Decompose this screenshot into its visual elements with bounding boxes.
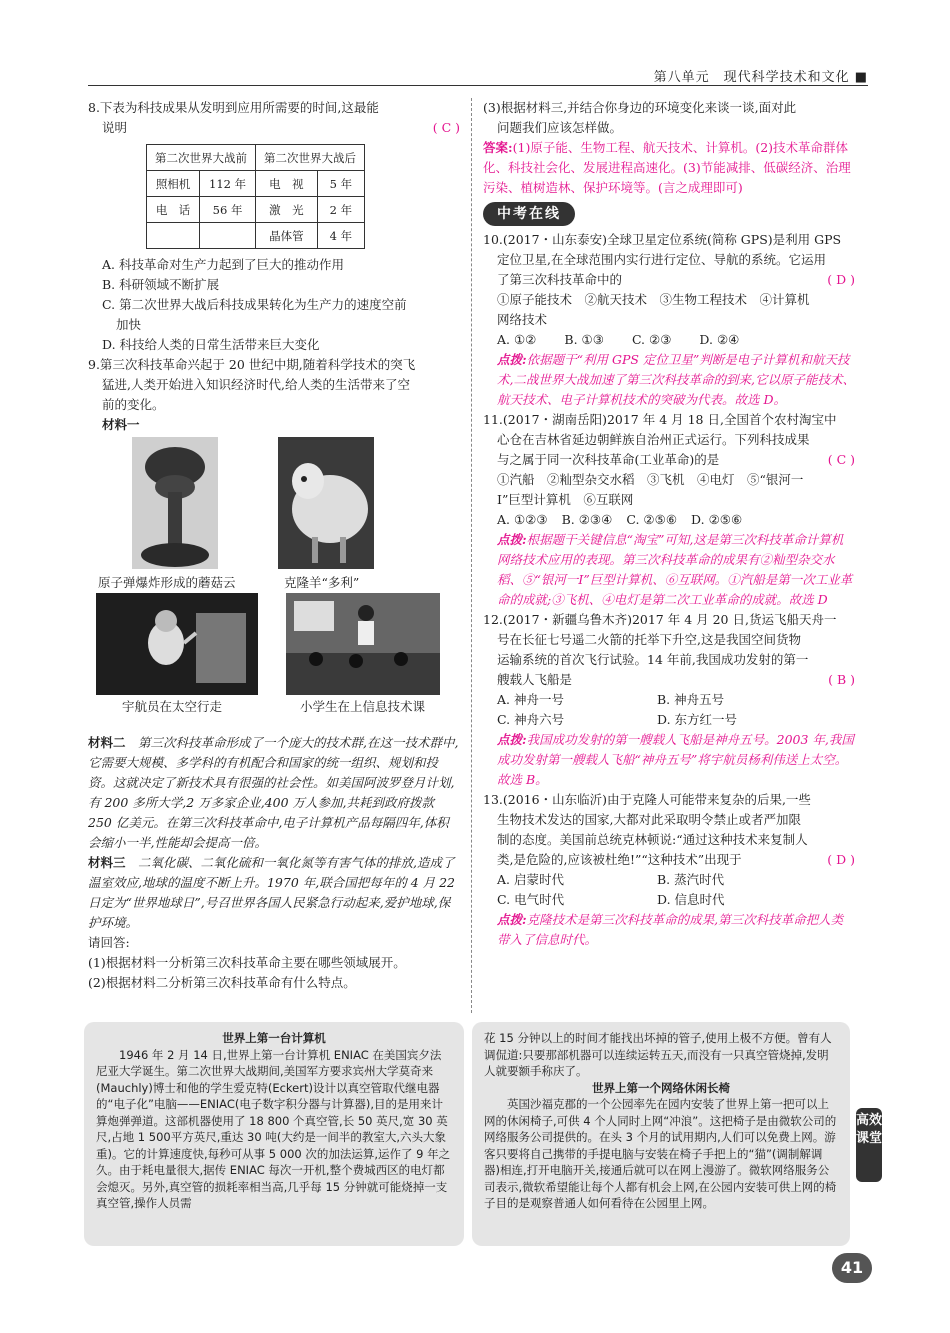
- page-number: 41: [832, 1253, 872, 1283]
- box-text: 英国沙福克郡的一个公园率先在园内安装了世界上第一把可以上网的休闲椅子,可供 4 个人同时上网“冲浪”。这把椅子是由微软公司的网络服务公司提供的。在头 3 个月的试用期内,人们可以免费上网。游客只要将自己携带的手提电脑与安装在椅子手把上的“猫”(调制解调器)相连,打开电脑开关,接通后就可以在网上漫游了。微软网络服务公司表示,微软希望能让每个人都有机会上网,在公园内安装可供上网的椅子目的是观察普通人如何看待在公园里上网。: [484, 1097, 837, 1210]
- classroom-image: [286, 593, 440, 695]
- q13-stem-3: 制的态度。美国前总统克林顿说:“通过这种技术来复制人: [497, 832, 808, 847]
- q8-option-c: C. 第二次世界大战后科技成果转化为生产力的速度空前: [102, 297, 407, 312]
- q10-items: ①原子能技术 ②航天技术 ③生物工程技术 ④计算机: [497, 292, 810, 307]
- q8-answer: ( C ): [432, 120, 460, 135]
- material-3: 材料三 二氧化碳、二氧化硫和一氧化氮等有害气体的排放,造成了温室效应,地球的温度不断上升。1970 年,联合国把每年的 4 月 22 日定为“世界地球日”,号召世界各国人民紧急行动起来,爱护地球,保护环境。: [88, 855, 456, 930]
- reading-box-bench: [472, 1022, 850, 1246]
- q13-answer: ( D ): [827, 852, 855, 867]
- q8-option-c-cont: 加快: [116, 317, 142, 332]
- q11-answer: ( C ): [827, 452, 855, 467]
- caption-astronaut: 宇航员在太空行走: [122, 699, 223, 714]
- q12-stem-4: 艘载人飞船是 ( B ): [483, 670, 855, 690]
- q8-option-b: B. 科研领域不断扩展: [102, 277, 220, 292]
- header-title: 第八单元 现代科学技术和文化 ■: [653, 70, 868, 85]
- q12-answer: ( B ): [828, 672, 855, 687]
- q10-stem-3: 了第三次科技革命中的 ( D ): [483, 270, 855, 290]
- left-column: [88, 98, 460, 993]
- q10-options: A. ①② B. ①③ C. ②③ D. ②④: [497, 332, 740, 347]
- q8-stem: 8.下表为科技成果从发明到应用所需要的时间,这最能: [88, 100, 379, 115]
- box-text: 花 15 分钟以上的时间才能找出坏掉的管子,使用上极不方便。曾有人调侃道:只要那部机器可以连续运转五天,而没有一只真空管烧掉,发明人就要额手称庆了。: [484, 1031, 832, 1078]
- q12-tip: 点拨:我国成功发射的第一艘载人飞船是神舟五号。2003 年,我国成功发射第一艘载人飞船“神舟五号”将宇航员杨利伟送上太空。故选 B。: [497, 732, 854, 787]
- q13-options-1: A. 启蒙时代 B. 蒸汽时代: [497, 872, 725, 887]
- q11-items: ①汽船 ②籼型杂交水稻 ③飞机 ④电灯 ⑤“银河一: [497, 472, 804, 487]
- q11-items-2: Ⅰ”巨型计算机 ⑥互联网: [497, 492, 634, 507]
- mushroom-cloud-image: [132, 437, 218, 569]
- q9-stem-3: 前的变化。: [102, 397, 165, 412]
- q12-options-2: C. 神舟六号 D. 东方红一号: [497, 712, 738, 727]
- q12-stem-3: 运输系统的首次飞行试验。14 年前,我国成功发射的第一: [497, 652, 809, 667]
- side-tab: 高效课堂: [856, 1108, 882, 1182]
- table-row: 晶体管 4 年: [147, 223, 365, 249]
- q9-ask: 请回答:: [88, 935, 130, 950]
- q11-options: A. ①②③ B. ②③④ C. ②⑤⑥ D. ②⑤⑥: [497, 512, 743, 527]
- q12-stem-2: 号在长征七号遥二火箭的托举下升空,这是我国空间货物: [497, 632, 801, 647]
- q13-stem: 13.(2016・山东临沂)由于克隆人可能带来复杂的后果,一些: [483, 792, 811, 807]
- page-header: [88, 60, 868, 86]
- box-title: 世界上第一个网络休闲长椅: [592, 1080, 730, 1095]
- astronaut-image: [96, 593, 258, 695]
- q9-stem-2: 猛进,人类开始进入知识经济时代,给人类的生活带来了空: [102, 377, 410, 392]
- right-column: [483, 98, 855, 950]
- dolly-sheep-image: [278, 437, 374, 569]
- caption-sheep: 克隆羊“多利”: [284, 575, 360, 590]
- material-1-images: [88, 435, 460, 725]
- q10-items-2: 网络技术: [497, 312, 548, 327]
- q13-stem-2: 生物技术发达的国家,大都对此采取明令禁止或者严加限: [497, 812, 801, 827]
- q11-stem-3: 与之属于同一次科技革命(工业革命)的是 ( C ): [483, 450, 855, 470]
- q9-answer: 答案:(1)原子能、生物工程、航天技术、计算机。(2)技术革命群体化、科技社会化、发展进程高速化。(3)节能减排、低碳经济、治理污染、植树造林、保护环境等。(言之成理即可): [483, 140, 851, 195]
- q13-stem-4: 类,是危险的,应该被杜绝!”“这种技术”出现于 ( D ): [483, 850, 855, 870]
- table-header: 第二次世界大战后: [256, 145, 365, 171]
- q9-sub3-cont: 问题我们应该怎样做。: [497, 120, 623, 135]
- column-divider: [471, 98, 472, 1013]
- q9-sub1: (1)根据材料一分析第三次科技革命主要在哪些领域展开。: [88, 955, 406, 970]
- q10-answer: ( D ): [827, 272, 855, 287]
- q10-stem-2: 定位卫星,在全球范围内实行进行定位、导航的系统。它运用: [497, 252, 826, 267]
- q11-stem-2: 心仓在吉林省延边朝鲜族自治州正式运行。下列科技成果: [497, 432, 810, 447]
- q13-tip: 点拨:克隆技术是第三次科技革命的成果,第三次科技革命把人类带入了信息时代。: [497, 912, 844, 947]
- q9-sub2: (2)根据材料二分析第三次科技革命有什么特点。: [88, 975, 356, 990]
- material-1-label: 材料一: [102, 417, 140, 432]
- q10-tip: 点拨:依据题干“利用 GPS 定位卫星”判断是电子计算机和航天技术,二战世界大战加速了第三次科技革命的到来,它以原子能技术、航天技术、电子计算机技术的突破为代表。故选 D。: [497, 352, 855, 407]
- caption-mushroom: 原子弹爆炸形成的蘑菇云: [98, 575, 236, 590]
- table-header: 第二次世界大战前: [147, 145, 256, 171]
- table-row: 电 话 56 年 激 光 2 年: [147, 197, 365, 223]
- material-2: 材料二 第三次科技革命形成了一个庞大的技术群,在这一技术群中,它需要大规模、多学科的有机配合和国家的统一组织、规划和投资。这就决定了新技术具有很强的社会性。如美国阿波罗登月计划,有 200 多所大学,2 万多家企业,400 万人参加,共耗到政府拨款 250 亿美元。在第三次科技革命中,电子计算机产品每隔四年,体积会缩小一半,性能却会提高一倍。: [88, 735, 459, 850]
- q12-options-1: A. 神舟一号 B. 神舟五号: [497, 692, 725, 707]
- box-title: 世界上第一台计算机: [222, 1031, 326, 1045]
- zhongkao-badge: 中考在线: [483, 202, 575, 226]
- q11-tip: 点拨:根据题干关键信息“淘宝”可知,这是第三次科技革命计算机网络技术应用的表现。第三次科技革命的成果有②籼型杂交水稻、⑤“银河一Ⅰ”巨型计算机、⑥互联网。①汽船是第一次工业革命的成就;③飞机、④电灯是第二次工业革命的成就。故选 D: [497, 532, 853, 607]
- q8-option-a: A. 科技革命对生产力起到了巨大的推动作用: [102, 257, 344, 272]
- q11-stem: 11.(2017・湖南岳阳)2017 年 4 月 18 日,全国首个农村淘宝中: [483, 412, 837, 427]
- reading-box-computer: [84, 1022, 464, 1246]
- q8-option-d: D. 科技给人类的日常生活带来巨大变化: [102, 337, 320, 352]
- q12-stem: 12.(2017・新疆乌鲁木齐)2017 年 4 月 20 日,货运飞船天舟一: [483, 612, 837, 627]
- q13-options-2: C. 电气时代 D. 信息时代: [497, 892, 725, 907]
- caption-classroom: 小学生在上信息技术课: [300, 699, 426, 714]
- q10-stem: 10.(2017・山东泰安)全球卫星定位系统(简称 GPS)是利用 GPS: [483, 232, 842, 247]
- q8-stem-2: 说明 ( C ): [88, 118, 460, 138]
- box-text: 1946 年 2 月 14 日,世界上第一台计算机 ENIAC 在美国宾夕法尼亚大学诞生。第二次世界大战期间,美国军方要求宾州大学莫奇来(Mauchly)博士和他的学生爱克特(Eckert)设计以真空管取代继电器的“电子化”电脑——ENIAC(电子数字积分器与计算器),目的是用来计算炮弹弹道。这部机器使用了 18 800 个真空管,长 50 英尺,宽 30 英尺,占地 1 500平方英尺,重达 30 吨(大约是一间半的教室大,六头大象重)。它的计算速度快,每秒可从事 5 000 次的加法运算,运作了 9 年之久。由于耗电量很大,据传 ENIAC 每次一开机,整个费城西区的电灯都会熄灭。另外,真空管的损耗率相当高,几乎每 15 分钟就可能烧掉一支真空管,操作人员需: [96, 1047, 451, 1210]
- table-row: 照相机 112 年 电 视 5 年: [147, 171, 365, 197]
- q9-sub3: (3)根据材料三,并结合你身边的环境变化来谈一谈,面对此: [483, 100, 797, 115]
- q8-table: [146, 144, 365, 249]
- q9-stem: 9.第三次科技革命兴起于 20 世纪中期,随着科学技术的突飞: [88, 357, 416, 372]
